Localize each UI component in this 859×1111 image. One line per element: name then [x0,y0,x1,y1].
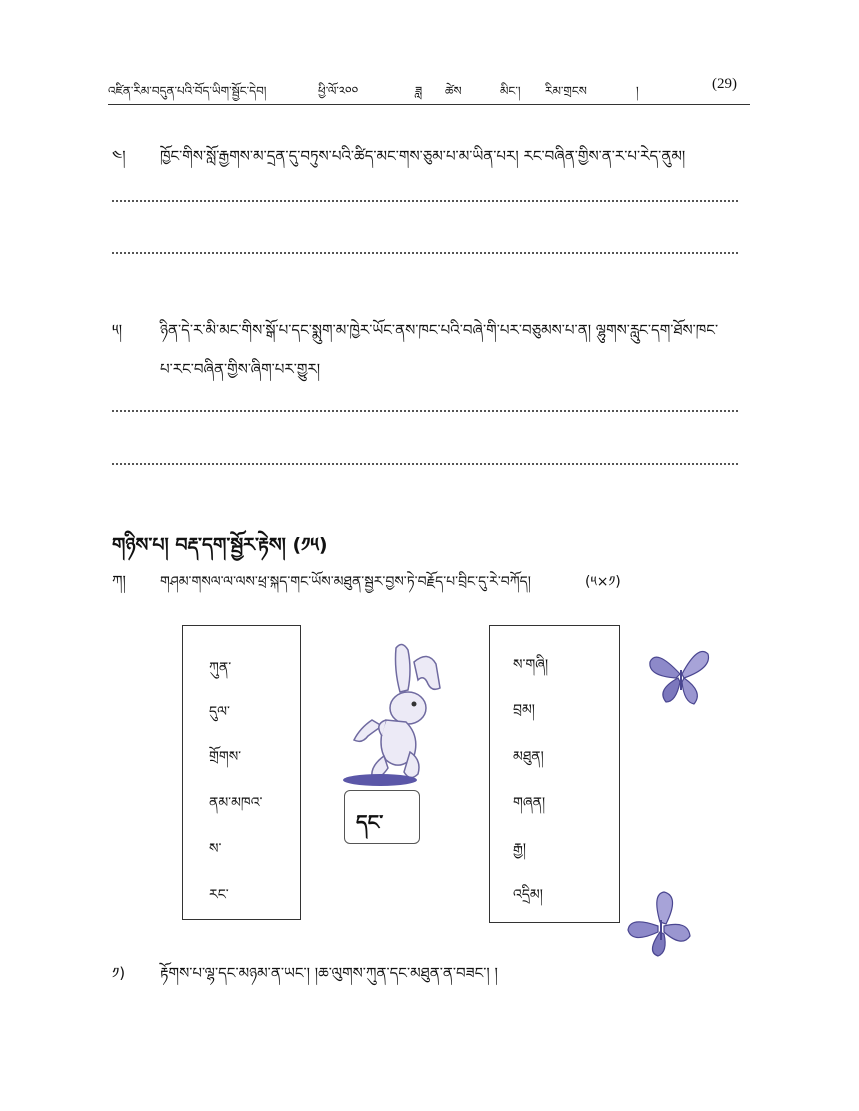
right-word-box [489,625,620,923]
right-word: བྲམ། [513,702,535,718]
question-5-text-line-2: པ་རང་བཞིན་གྱིས་ཞིག་པར་གྱུར། [160,360,321,378]
day-label: ཚེས [445,84,462,98]
example-text: རྟོགས་པ་ལྷ་དང་མཉམ་ན་ཡང་། །ཆ་ལུགས་ཀུན་དང་མཐུན་ན་བཟང་། ། [160,964,498,982]
question-4-number: ༤། [112,147,126,165]
center-word: དང་ [356,810,384,834]
month-label: ཟླ [415,84,423,98]
subquestion-number: ཀ། [112,572,126,590]
answer-line[interactable] [112,463,738,465]
section-2-instruction: གཤམ་གསལ་ལ་ལས་ཕྲ་སྐད་གང་ཡོས་མཐུན་སྦྱར་བྱས་ཏེ་བརྗོད་པ་བྲིང་དུ་རེ་བཀོད། [160,574,531,590]
left-word: གྲོགས་ [209,749,242,765]
right-word: འདྲིམ། [513,887,543,903]
left-word: རང་ [209,887,229,903]
section-2-points: (༥×༡) [585,574,621,590]
page-number: (29) [712,76,737,92]
name-label: མིང་། [500,84,521,98]
question-4-text: ཁྱོང་གིས་སློ་རྒྱགས་མ་དྲན་དུ་བཏུས་པའི་ཚིད་མང་གས་ཅུམ་པ་མ་ཡིན་པར། རང་བཞིན་གྱིས་ན་ར་པ་རེད་ནུམ། [160,147,686,165]
book-title: འཛིན་རིམ་བདུན་པའི་བོད་ཡིག་སྦྱོང་དེབ། [108,84,267,98]
right-word: རྒྱ། [513,841,526,857]
question-5-number: ༥། [112,321,123,339]
example-number: ༡) [112,964,126,982]
butterfly-icon [624,890,696,960]
class-label: རིམ་གྲངས [545,84,587,98]
right-word: གཞན། [513,795,546,811]
left-word: ཀུན་ [209,660,232,676]
rabbit-shadow [340,770,420,790]
right-word: ས་གཞི། [513,657,549,673]
header-mark: ། [636,84,639,98]
answer-line[interactable] [112,410,738,412]
header-rule [108,104,750,105]
butterfly-icon [646,640,716,710]
right-word: མཐུན། [513,749,544,765]
answer-line[interactable] [112,200,738,202]
left-word-box [182,625,301,920]
rabbit-illustration [336,640,456,790]
section-2-title: གཉིས་པ། བརྡ་དག་སྦྱོར་རྟེས། (༡༥) [112,534,328,556]
answer-line[interactable] [112,252,738,254]
left-word: ནམ་མཁའ་ [209,795,263,811]
left-word: དུལ་ [209,704,230,720]
question-5-text-line-1: ཉིན་དེ་ར་མི་མང་གིས་སྒོ་པ་དང་སྨུག་མ་ཁྱེར་ཡོང་ནས་ཁང་པའི་བཞེ་གི་པར་བཅུམས་པ་ན། ལྷུགས་རླུང་དག་ཐོས་ཁང་ [160,321,719,339]
left-word: ས་ [209,841,222,857]
year-label: ཕྱི་ལོ་༢༠༠ [318,84,359,98]
